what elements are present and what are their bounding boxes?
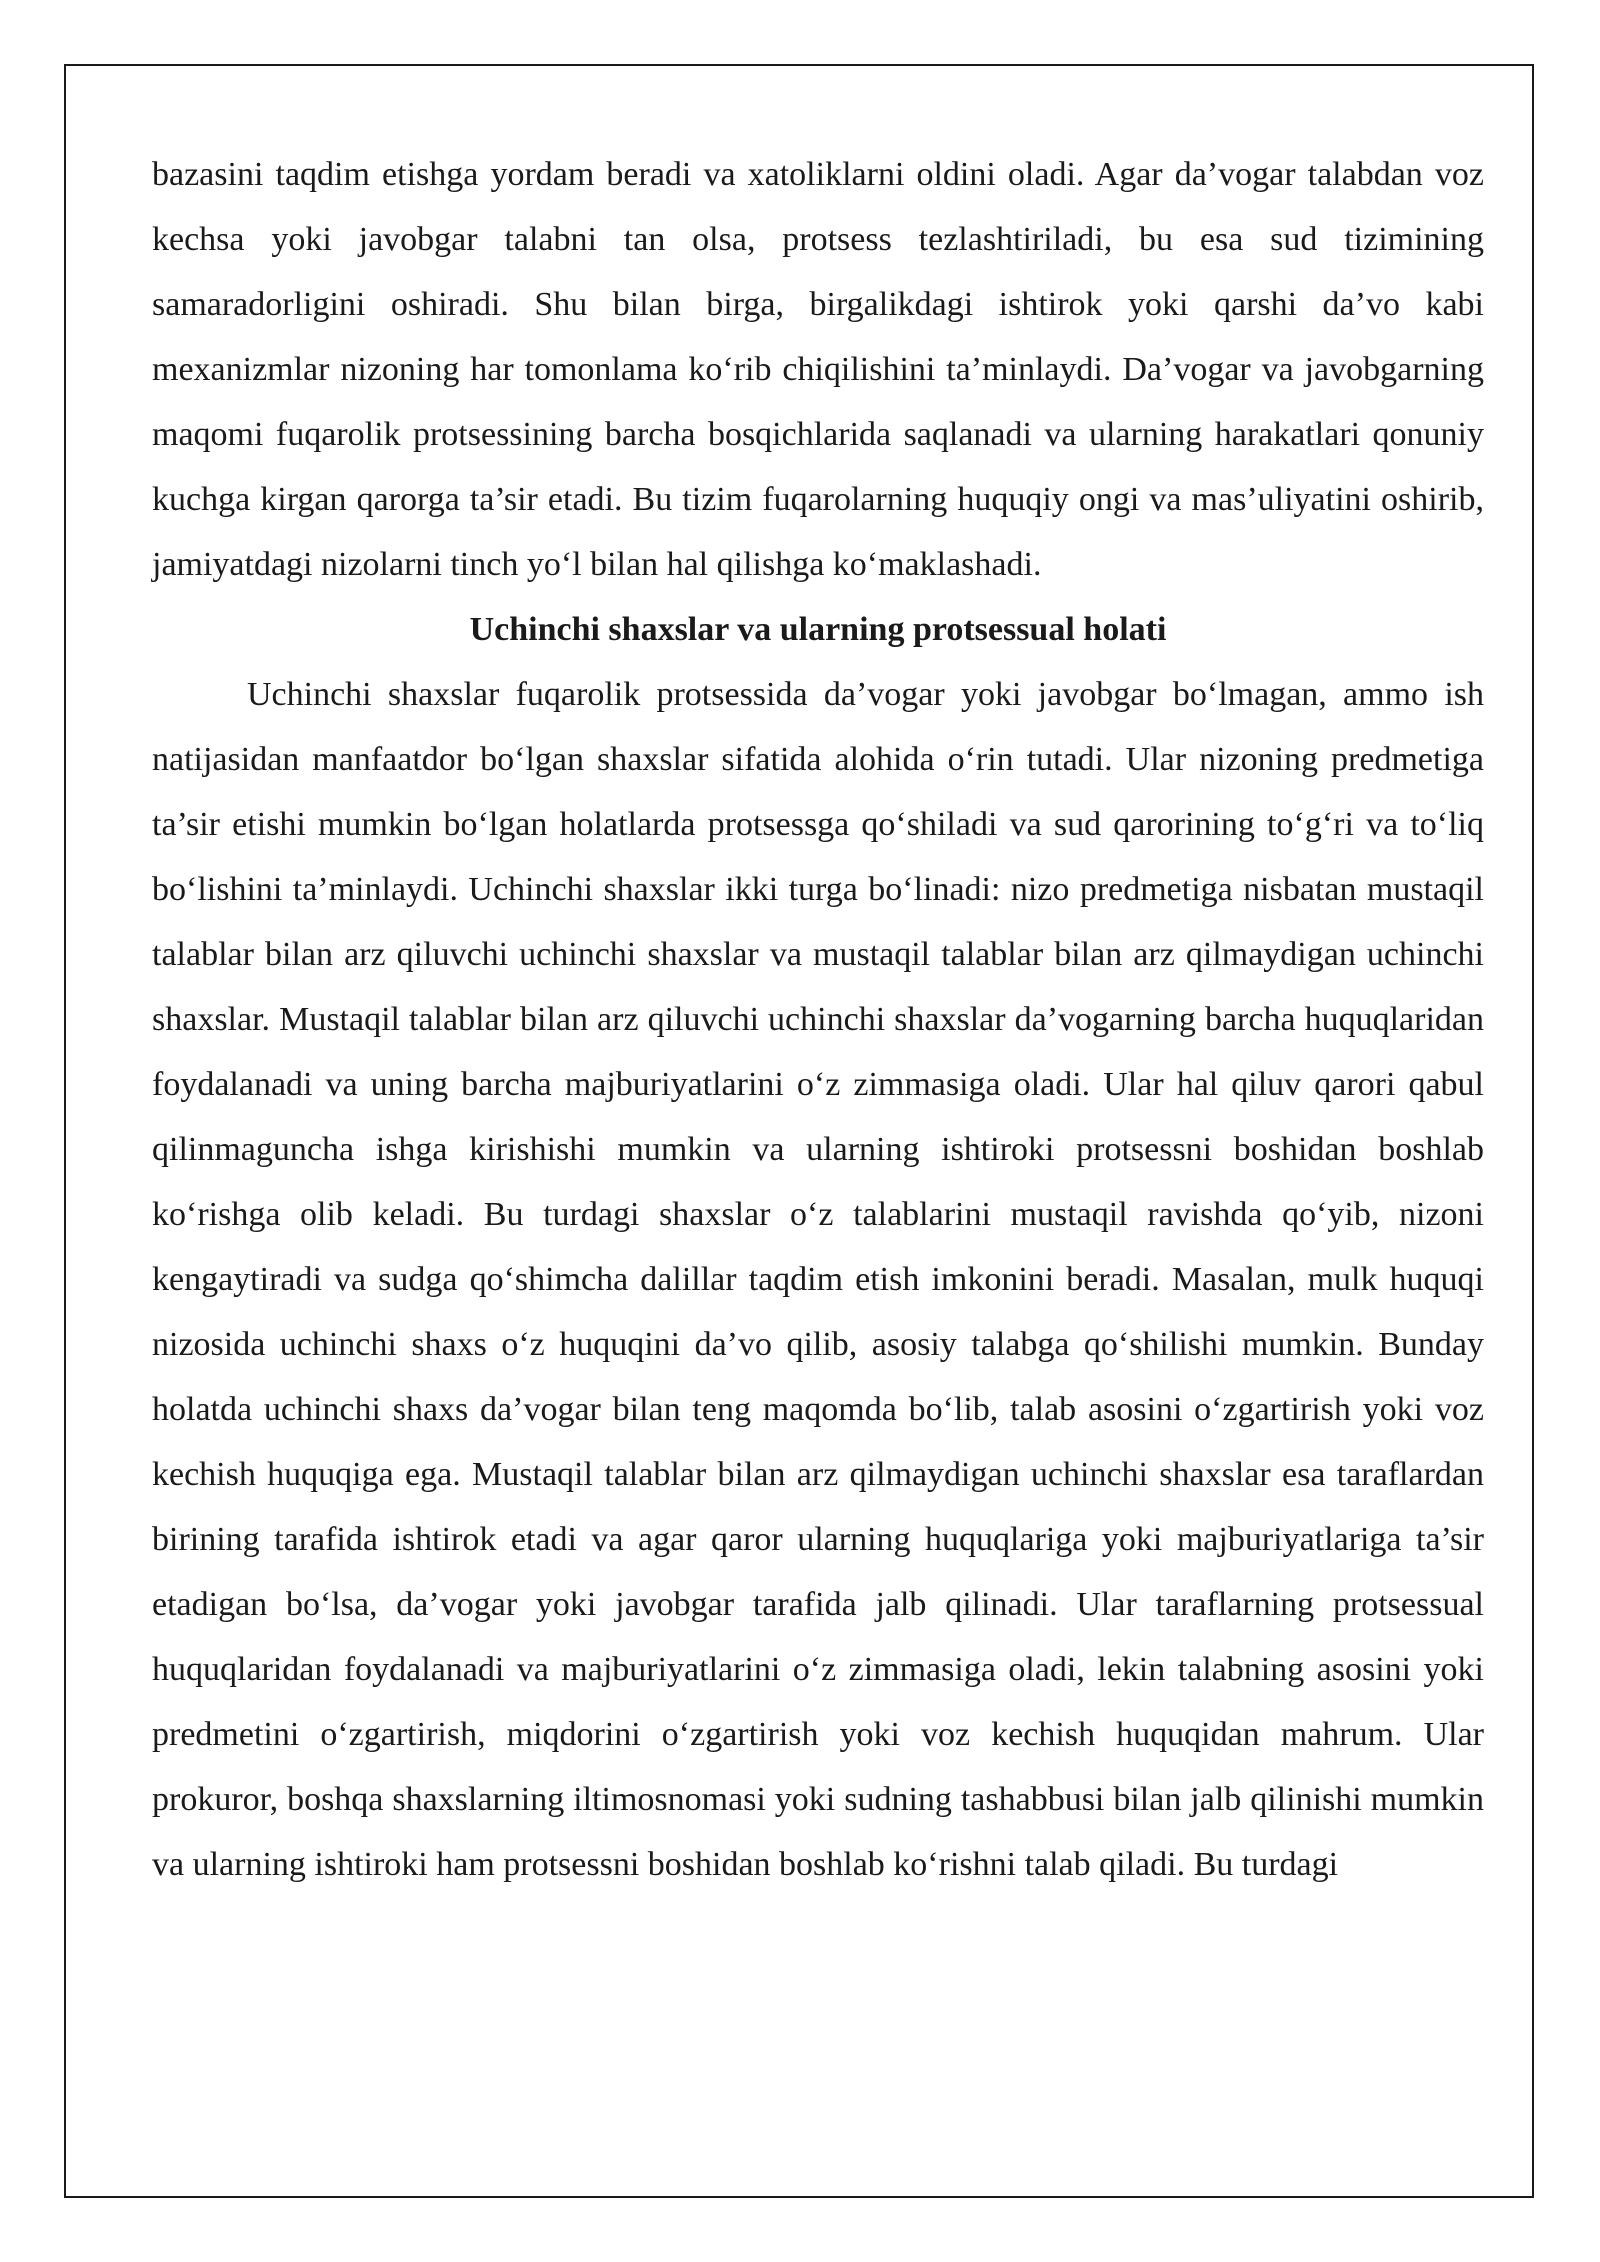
- document-body: [152, 142, 1484, 1897]
- paragraph-2: Uchinchi shaxslar fuqarolik protsessida da’vogar yoki javobgar bo‘lmagan, ammo ish natijasidan manfaatdor bo‘lgan shaxslar sifatida alohida o‘rin tutadi. Ular nizoning predmetiga ta’sir etishi mumkin bo‘lgan holatlarda protsessga qo‘shiladi va sud qarorining to‘g‘ri va to‘liq bo‘lishini ta’minlaydi. Uchinchi shaxslar ikki turga bo‘linadi: nizo predmetiga nisbatan mustaqil talablar bilan arz qiluvchi uchinchi shaxslar va mustaqil talablar bilan arz qilmaydigan uchinchi shaxslar. Mustaqil talablar bilan arz qiluvchi uchinchi shaxslar da’vogarning barcha huquqlaridan foydalanadi va uning barcha majburiyatlarini o‘z zimmasiga oladi. Ular hal qiluv qarori qabul qilinmaguncha ishga kirishishi mumkin va ularning ishtiroki protsessni boshidan boshlab ko‘rishga olib keladi. Bu turdagi shaxslar o‘z talablarini mustaqil ravishda qo‘yib, nizoni kengaytiradi va sudga qo‘shimcha dalillar taqdim etish imkonini beradi. Masalan, mulk huquqi nizosida uchinchi shaxs o‘z huquqini da’vo qilib, asosiy talabga qo‘shilishi mumkin. Bunday holatda uchinchi shaxs da’vogar bilan teng maqomda bo‘lib, talab asosini o‘zgartirish yoki voz kechish huquqiga ega. Mustaqil talablar bilan arz qilmaydigan uchinchi shaxslar esa taraflardan birining tarafida ishtirok etadi va agar qaror ularning huquqlariga yoki majburiyatlariga ta’sir etadigan bo‘lsa, da’vogar yoki javobgar tarafida jalb qilinadi. Ular taraflarning protsessual huquqlaridan foydalanadi va majburiyatlarini o‘z zimmasiga oladi, lekin talabning asosini yoki predmetini o‘zgartirish, miqdorini o‘zgartirish yoki voz kechish huquqidan mahrum. Ular prokuror, boshqa shaxslarning iltimosnomasi yoki sudning tashabbusi bilan jalb qilinishi mumkin va ularning ishtiroki ham protsessni boshidan boshlab ko‘rishni talab qiladi. Bu turdagi: [152, 676, 1484, 1883]
- paragraph-1: bazasini taqdim etishga yordam beradi va xatoliklarni oldini oladi. Agar da’vogar talabdan voz kechsa yoki javobgar talabni tan olsa, protsess tezlashtiriladi, bu esa sud tizimining samaradorligini oshiradi. Shu bilan birga, birgalikdagi ishtirok yoki qarshi da’vo kabi mexanizmlar nizoning har tomonlama ko‘rib chiqilishini ta’minlaydi. Da’vogar va javobgarning maqomi fuqarolik protsessining barcha bosqichlarida saqlanadi va ularning harakatlari qonuniy kuchga kirgan qarorga ta’sir etadi. Bu tizim fuqarolarning huquqiy ongi va mas’uliyatini oshirib, jamiyatdagi nizolarni tinch yo‘l bilan hal qilishga ko‘maklashadi.: [152, 156, 1484, 583]
- section-heading: Uchinchi shaxslar va ularning protsessual holati: [469, 611, 1167, 648]
